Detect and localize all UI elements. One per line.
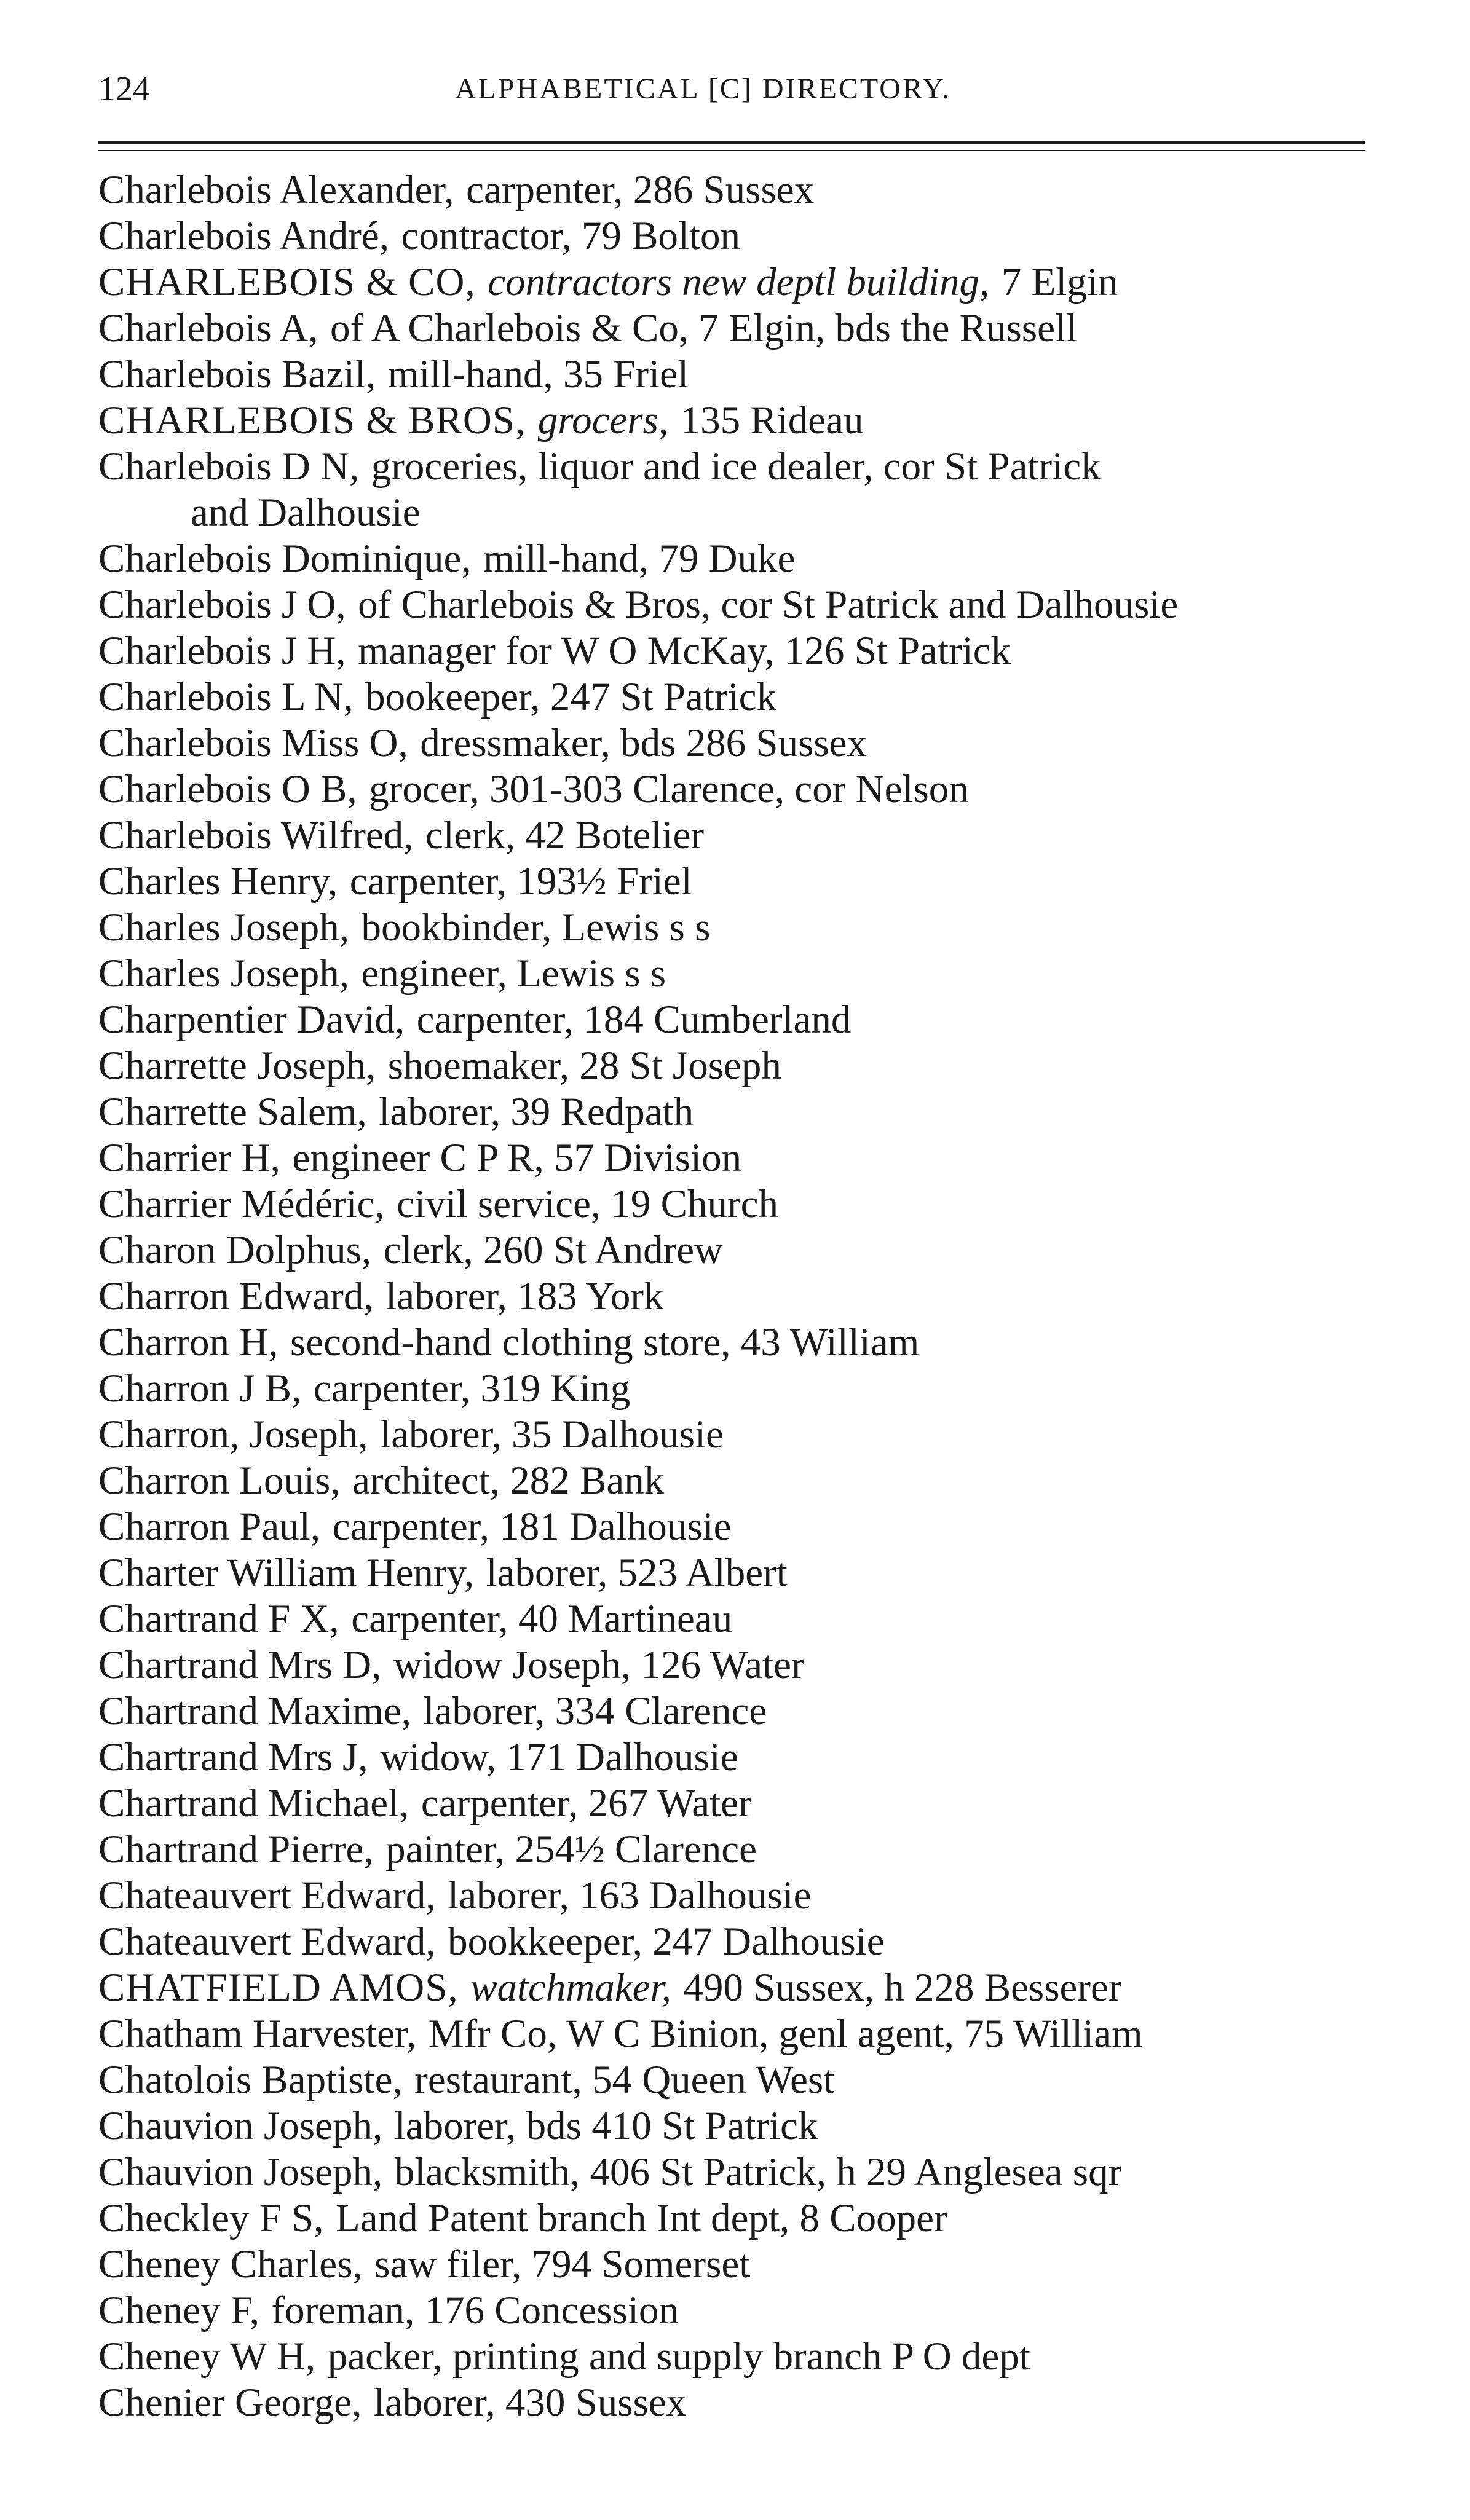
entry-details: manager for W O McKay, 126 St Patrick [358, 629, 1011, 673]
entry-name: Charrier H, [98, 1136, 280, 1180]
directory-entry [98, 1781, 1377, 1827]
entry-details: 490 Sussex, h 228 Besserer [683, 1966, 1122, 2010]
entry-name: Charles Joseph, [98, 905, 349, 950]
entry-name: CHARLEBOIS & CO, [98, 260, 476, 304]
entry-name: Checkley F S, [98, 2196, 324, 2240]
entry-details: restaurant, 54 Queen West [414, 2058, 835, 2102]
directory-entry [98, 1873, 1377, 1919]
entry-business-type: contractors new deptl building, [488, 260, 990, 304]
entry-details: engineer, Lewis s s [361, 951, 666, 996]
directory-entry [98, 2057, 1377, 2103]
directory-entry [98, 259, 1377, 305]
entry-name: Charlebois Bazil, [98, 352, 376, 396]
entry-name: Charrier Médéric, [98, 1182, 385, 1226]
entry-details: mill-hand, 35 Friel [387, 352, 689, 396]
entry-name: Cheney Charles, [98, 2242, 363, 2286]
directory-entry [98, 1827, 1377, 1873]
entry-name: Chartrand Mrs J, [98, 1735, 368, 1779]
entry-business-type: watchmaker, [470, 1966, 671, 2010]
entry-details: painter, 254½ Clarence [385, 1827, 757, 1872]
directory-entry [98, 1458, 1377, 1504]
entry-details: foreman, 176 Concession [271, 2288, 679, 2333]
entry-name: Chenier George, [98, 2380, 362, 2425]
directory-entry [98, 2288, 1377, 2334]
directory-entry [98, 859, 1377, 905]
directory-entry [98, 1366, 1377, 1412]
directory-entry [98, 1596, 1377, 1642]
header-rule [98, 141, 1365, 144]
entry-name: Charron, Joseph, [98, 1412, 368, 1457]
directory-entry [98, 1135, 1377, 1181]
entry-name: Charlebois A, [98, 306, 318, 350]
directory-entry [98, 1227, 1377, 1274]
entry-name: Charter William Henry, [98, 1551, 475, 1595]
directory-entry [98, 1412, 1377, 1458]
directory-entry [98, 305, 1377, 352]
entry-name: Charlebois J H, [98, 629, 346, 673]
entry-name: Charles Joseph, [98, 951, 349, 996]
directory-entry [98, 1089, 1377, 1135]
entry-details: mill-hand, 79 Duke [483, 537, 796, 581]
entry-details: groceries, liquor and ice dealer, cor St Patrick [371, 444, 1101, 489]
directory-entry [98, 352, 1377, 398]
entry-name: Chartrand Pierre, [98, 1827, 374, 1872]
directory-entry [98, 1320, 1377, 1366]
entry-details: second-hand clothing store, 43 William [290, 1320, 920, 1364]
entry-details: widow, 171 Dalhousie [380, 1735, 738, 1779]
entry-name: Chateauvert Edward, [98, 1920, 436, 1964]
entry-details: laborer, 334 Clarence [423, 1689, 767, 1733]
directory-entry [98, 1274, 1377, 1320]
entry-details: carpenter, 40 Martineau [351, 1597, 733, 1641]
entry-name: Charlebois L N, [98, 675, 354, 719]
directory-entry [98, 582, 1377, 628]
page-number: 124 [98, 70, 150, 108]
entry-details: laborer, 430 Sussex [373, 2380, 687, 2425]
entry-details: Land Patent branch Int dept, 8 Cooper [336, 2196, 947, 2240]
entry-details: shoemaker, 28 St Joseph [387, 1044, 781, 1088]
entry-details: engineer C P R, 57 Division [292, 1136, 742, 1180]
entry-details: carpenter, 184 Cumberland [416, 998, 852, 1042]
entry-details: bookeeper, 247 St Patrick [365, 675, 777, 719]
entry-details: laborer, 163 Dalhousie [448, 1873, 812, 1918]
entry-details: of Charlebois & Bros, cor St Patrick and Dalhousie [358, 583, 1179, 627]
entry-name: Chartrand Mrs D, [98, 1643, 382, 1687]
entry-details: widow Joseph, 126 Water [393, 1643, 805, 1687]
directory-entry [98, 2380, 1377, 2426]
directory-entry [98, 997, 1377, 1043]
entry-details: carpenter, 193½ Friel [349, 859, 692, 904]
entry-name: Charlebois Miss O, [98, 721, 408, 765]
directory-entry [98, 1965, 1377, 2011]
entry-details: grocer, 301-303 Clarence, cor Nelson [369, 767, 969, 811]
entry-business-type: grocers, [537, 398, 669, 443]
running-title: ALPHABETICAL [C] DIRECTORY. [455, 73, 951, 105]
entry-name: Charron Paul, [98, 1505, 321, 1549]
directory-entry [98, 2103, 1377, 2149]
entry-name: Charlebois D N, [98, 444, 360, 489]
directory-entry [98, 2195, 1377, 2242]
entry-name: Cheney W H, [98, 2334, 316, 2379]
entry-details: blacksmith, 406 St Patrick, h 29 Anglesea sqr [394, 2150, 1122, 2194]
directory-entries [98, 167, 1377, 2426]
entry-details: 135 Rideau [680, 398, 864, 443]
directory-entry [98, 720, 1377, 766]
directory-entry [98, 536, 1377, 582]
directory-entry [98, 951, 1377, 997]
entry-details: carpenter, 319 King [313, 1366, 631, 1411]
entry-name: Charron J B, [98, 1366, 302, 1411]
entry-name: Charrette Salem, [98, 1090, 367, 1134]
entry-details: and Dalhousie [191, 490, 421, 535]
directory-entry [98, 628, 1377, 674]
entry-name: Chateauvert Edward, [98, 1873, 436, 1918]
directory-entry [98, 2149, 1377, 2195]
directory-entry [98, 1688, 1377, 1734]
directory-entry [98, 1181, 1377, 1227]
entry-name: Chatolois Baptiste, [98, 2058, 403, 2102]
entry-details: of A Charlebois & Co, 7 Elgin, bds the Russell [330, 306, 1078, 350]
directory-entry [98, 905, 1377, 951]
entry-name: Chartrand F X, [98, 1597, 339, 1641]
directory-entry [98, 1642, 1377, 1688]
page-header [98, 61, 1365, 117]
directory-entry [98, 2011, 1377, 2057]
entry-details: laborer, 183 York [385, 1274, 664, 1318]
directory-entry [98, 2334, 1377, 2380]
directory-entry [98, 213, 1377, 259]
entry-name: Charlebois J O, [98, 583, 346, 627]
entry-details: carpenter, 267 Water [421, 1781, 752, 1825]
directory-entry [98, 813, 1377, 859]
entry-name: Charron Louis, [98, 1459, 341, 1503]
entry-details: laborer, 523 Albert [486, 1551, 788, 1595]
directory-entry [98, 2242, 1377, 2288]
entry-details: packer, printing and supply branch P O dept [327, 2334, 1030, 2379]
entry-name: Charpentier David, [98, 998, 405, 1042]
entry-name: Cheney F, [98, 2288, 259, 2333]
entry-name: Chatham Harvester, [98, 2012, 417, 2056]
entry-details: dressmaker, bds 286 Sussex [420, 721, 867, 765]
entry-name: Charles Henry, [98, 859, 338, 904]
directory-entry [98, 167, 1377, 213]
entry-name: Charon Dolphus, [98, 1228, 372, 1272]
directory-entry [98, 674, 1377, 720]
directory-entry [98, 444, 1377, 490]
directory-entry-continuation [98, 490, 1377, 536]
entry-details: contractor, 79 Bolton [401, 214, 741, 258]
directory-entry [98, 766, 1377, 813]
entry-details: bookbinder, Lewis s s [361, 905, 711, 950]
entry-details: laborer, bds 410 St Patrick [394, 2104, 818, 2148]
entry-name: Charlebois Dominique, [98, 537, 472, 581]
entry-details: clerk, 42 Botelier [425, 813, 704, 857]
directory-entry [98, 1043, 1377, 1089]
entry-details: carpenter, 286 Sussex [466, 168, 815, 212]
entry-name: CHARLEBOIS & BROS, [98, 398, 526, 443]
entry-details: bookkeeper, 247 Dalhousie [448, 1920, 885, 1964]
entry-name: Chauvion Joseph, [98, 2104, 383, 2148]
directory-entry [98, 1734, 1377, 1781]
entry-name: Charlebois Wilfred, [98, 813, 414, 857]
entry-details: Mfr Co, W C Binion, genl agent, 75 William [428, 2012, 1143, 2056]
directory-entry [98, 1550, 1377, 1596]
entry-details: clerk, 260 St Andrew [383, 1228, 724, 1272]
entry-name: Chartrand Michael, [98, 1781, 409, 1825]
entry-name: Charron H, [98, 1320, 279, 1364]
entry-details: architect, 282 Bank [352, 1459, 665, 1503]
entry-details: civil service, 19 Church [397, 1182, 779, 1226]
header-rule-thin [98, 150, 1365, 151]
entry-name: Charlebois Alexander, [98, 168, 454, 212]
entry-name: Charrette Joseph, [98, 1044, 376, 1088]
entry-details: carpenter, 181 Dalhousie [332, 1505, 732, 1549]
directory-entry [98, 398, 1377, 444]
entry-details: saw filer, 794 Somerset [374, 2242, 751, 2286]
entry-name: Chartrand Maxime, [98, 1689, 412, 1733]
entry-details: laborer, 35 Dalhousie [380, 1412, 724, 1457]
entry-name: CHATFIELD AMOS, [98, 1966, 459, 2010]
entry-name: Charlebois O B, [98, 767, 357, 811]
entry-details: laborer, 39 Redpath [379, 1090, 694, 1134]
directory-entry [98, 1504, 1377, 1550]
directory-entry [98, 1919, 1377, 1965]
entry-name: Charron Edward, [98, 1274, 374, 1318]
entry-name: Chauvion Joseph, [98, 2150, 383, 2194]
entry-details: 7 Elgin [1001, 260, 1118, 304]
entry-name: Charlebois André, [98, 214, 389, 258]
